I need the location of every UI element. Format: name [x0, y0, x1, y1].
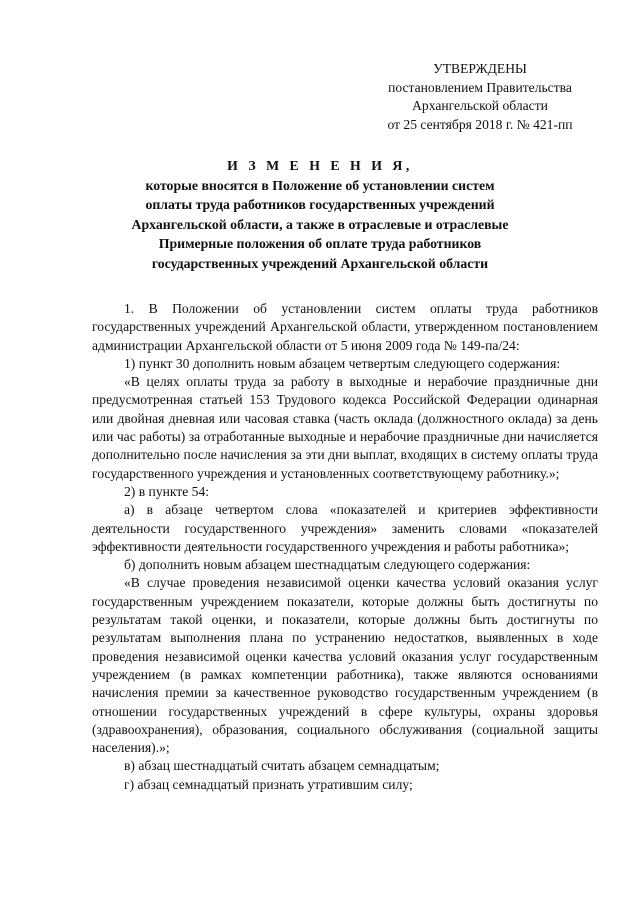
- paragraph-3: «В целях оплаты труда за работу в выходные и нерабочие праздничные дни предусмотренная статьей 153 Трудового кодекса Российской Федерации одинарная или двойная дневная или часовая ставка (часть оклада (должностного оклада) за день или час работы) за отработанные выходные и нерабочие праздничные дни начисляется дополнительно после начисления за эти дни выплат, входящих в систему оплаты труда государственного учреждения и установленных соответствующему работнику.»;: [92, 374, 598, 481]
- approval-line-2: постановлением Правительства: [388, 79, 572, 95]
- paragraph-4: 2) в пункте 54:: [124, 483, 210, 499]
- title-heading: И З М Е Н Е Н И Я,: [227, 158, 413, 173]
- title-line-2: оплаты труда работников государственных учреждений: [145, 197, 495, 212]
- document-body: [92, 300, 598, 794]
- title-line-3: Архангельской области, а также в отраслевые и отраслевые: [131, 216, 509, 232]
- approval-line-4: от 25 сентября 2018 г. № 421-пп: [387, 116, 573, 132]
- approval-stamp: [360, 60, 600, 134]
- title-line-4: Примерные положения об оплате труда работников: [158, 236, 482, 251]
- paragraph-5: а) в абзаце четвертом слова «показателей и критериев эффективности деятельности государственного учреждения» заменить словами «показателей эффективности деятельности государственного учреждения и работы работника»;: [92, 502, 598, 554]
- title-line-5: государственных учреждений Архангельской области: [151, 255, 489, 271]
- approval-line-3: Архангельской области: [412, 98, 548, 113]
- approval-line-1: УТВЕРЖДЕНЫ: [433, 61, 527, 76]
- document-title: [95, 156, 545, 273]
- paragraph-8: в) абзац шестнадцатый считать абзацем семнадцатым;: [124, 758, 440, 774]
- title-line-1: которые вносятся в Положение об установлении систем: [145, 177, 495, 193]
- paragraph-1: 1. В Положении об установлении систем оплаты труда работников государственных учреждений Архангельской области, утвержденном постановлением администрации Архангельской области от 5 июня 2009 года № 149-па/24:: [92, 301, 598, 353]
- paragraph-7: «В случае проведения независимой оценки качества условий оказания услуг государственным учреждением показатели, которые должны быть достигнуты по результатам такой оценки, и показатели, которые должны быть достигнуты по результатам выполнения плана по устранению недостатков, выявленных в ходе проведения независимой оценки качества условий оказания услуг государственным учреждением (в рамках компетенции работника), также являются основаниями начисления премии за качественное руководство государственным учреждением (в отношении государственных учреждений в сфере культуры, охраны здоровья (здравоохранения), образования, социального обслуживания (социальной защиты населения).»;: [92, 575, 598, 756]
- paragraph-9: г) абзац семнадцатый признать утратившим силу;: [124, 776, 413, 792]
- paragraph-6: б) дополнить новым абзацем шестнадцатым следующего содержания:: [124, 557, 531, 573]
- paragraph-2: 1) пункт 30 дополнить новым абзацем четвертым следующего содержания:: [124, 355, 561, 371]
